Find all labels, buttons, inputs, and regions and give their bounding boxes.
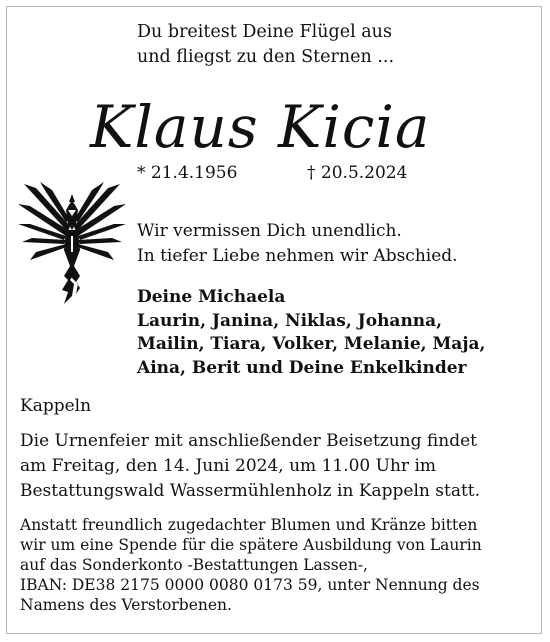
mourners-line: Laurin, Janina, Niklas, Johanna, [137,310,443,331]
mourners-list [137,286,485,380]
message-line: Wir vermissen Dich unendlich. [137,221,402,241]
mourners-line: Deine Michaela [137,287,286,307]
quote-line: Du breitest Deine Flügel aus [137,22,392,42]
mourners-line: Mailin, Tiara, Volker, Melanie, Maja, [137,334,486,354]
mourners-line: Aina, Berit und Deine Enkelkinder [137,357,467,378]
ceremony-line: am Freitag, den 14. Juni 2024, um 11.00 Uhr im [20,456,437,476]
phoenix-icon [16,180,128,308]
ceremony-line: Die Urnenfeier mit anschließender Beisetzung findet [20,431,477,451]
note-line: IBAN: DE38 2175 0000 0080 0173 59, unter Nennung des [20,576,480,594]
quote [137,20,394,70]
ceremony-info [20,429,480,504]
note-line: Namens des Verstorbenen. [20,596,232,614]
farewell-message [137,219,458,269]
deceased-name: Klaus Kicia [90,93,431,161]
birth-date: * 21.4.1956 [137,163,238,183]
message-line: In tiefer Liebe nehmen wir Abschied. [137,246,458,266]
ceremony-line: Bestattungswald Wassermühlenholz in Kappeln statt. [20,481,481,501]
donation-note [20,515,482,615]
quote-line: und fliegst zu den Sternen ... [137,47,395,67]
place: Kappeln [20,396,92,416]
note-line: wir um eine Spende für die spätere Ausbildung von Laurin [20,536,482,554]
note-line: auf das Sonderkonto -Bestattungen Lassen-, [20,556,368,574]
note-line: Anstatt freundlich zugedachter Blumen und Kränze bitten [20,516,478,534]
death-date: † 20.5.2024 [307,163,408,183]
